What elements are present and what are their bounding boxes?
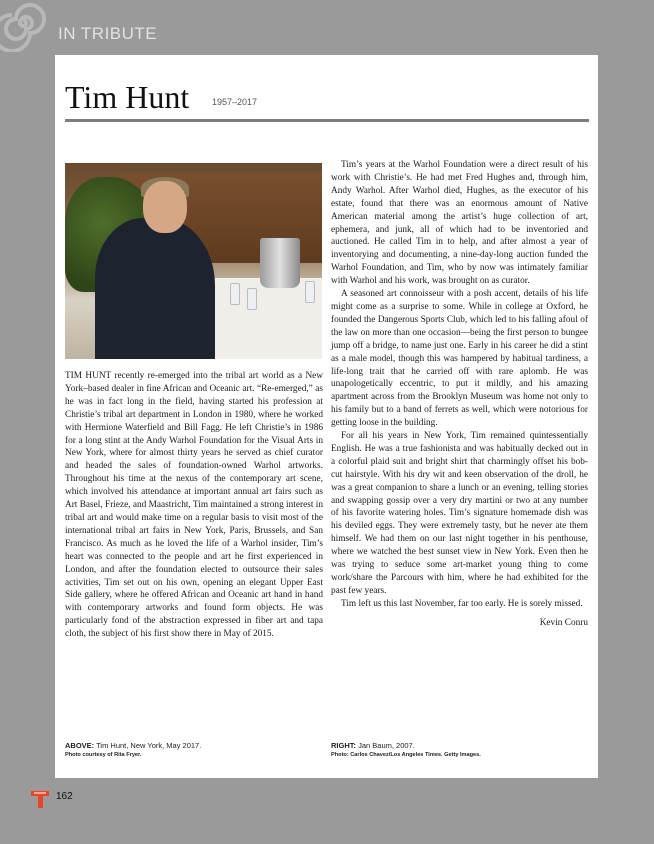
- caption-text: Jan Baum, 2007.: [358, 741, 415, 750]
- section-label: IN TRIBUTE: [58, 24, 158, 43]
- caption-left: [65, 741, 315, 760]
- page-title: Tim Hunt: [65, 79, 190, 115]
- title-rule: [65, 119, 589, 122]
- photo-credit: Photo: Carlos Chavez/Los Angeles Times. Getty Images.: [331, 752, 481, 758]
- caption-label: RIGHT:: [331, 741, 356, 750]
- paragraph: Tim’s years at the Warhol Foundation were a direct result of his work with Christie’s. He had met Fred Hughes and, through him, Andy Warhol. After Warhol died, Hughes, as the executor of his estate, found that there was an enormous amount of Native American material among the artist’s huge collection of art, ephemera, and junk, all of which had to be inventoried and auctioned. He called Tim in to help, and after almost a year of inventorying and documenting, a nine-day-long auction funded the Warhol Foundation, and Tim, who by now was intimately familiar with Warhol and his work, was brought on as curator.: [331, 160, 588, 287]
- t-logo-icon: [30, 789, 50, 809]
- caption-label: ABOVE:: [65, 741, 95, 750]
- photo-credit: Photo courtesy of Rita Fryer.: [65, 752, 142, 758]
- author-signature: Kevin Conru: [539, 617, 588, 628]
- paragraph: For all his years in New York, Tim remained quintessentially English. He was a true fashionista and was habitually decked out in a colorful plaid suit and bright shirt that charmingly offset his bob-cut hairstyle. With his dry wit and keen observation of the droll, he was a great companion to share a lunch or an evening, telling stories and swapping gossip over a very dry martini or two at any number of his favorite watering holes. Tim’s signature homemade dish was his deviled eggs. They were extremely tasty, but he never ate them himself. We had them on our last night together in his penthouse, where we watched the best sunset view in New York. Even then he was trying to seduce some art-market young thing to come work/share the Parcours with him, where he had exhibited for the past few years.: [331, 431, 588, 596]
- paragraph: Tim left us this last November, far too early. He is sorely missed.: [341, 598, 583, 609]
- spiral-logo-icon: [0, 0, 52, 52]
- left-column-text: [65, 370, 323, 641]
- caption-right: [331, 741, 581, 760]
- page-number: 162: [56, 791, 73, 802]
- article-page: [55, 55, 598, 778]
- life-dates: 1957–2017: [212, 97, 258, 107]
- right-column-text: [331, 159, 588, 630]
- paragraph: TIM HUNT recently re-emerged into the tribal art world as a New York–based dealer in fine African and Oceanic art. “Re-emerged,” as he was in fact long in the field, having started his profession at Christie’s tribal art department in London in 1980, where he worked with Hermione Waterfield and Bill Fagg. He left Christie’s in 1986 for a long stint at the Andy Warhol Foundation for the Visual Arts in New York, where for almost thirty years he served as chief curator and headed the sales of foundation-owned Warhol artworks. Throughout his time at the nexus of the contemporary art scene, which involved his attendance at important annual art fairs such as Art Basel, Frieze, and Maastricht, Tim maintained a strong interest in tribal art and would make time on a regular basis to visit most of the international tribal art fairs in New York, Paris, Brussels, and San Francisco. As much as he loved the life of a Warhol insider, Tim’s heart was connected to the people and art he first experienced in London, and after the foundation elected to outsource their sales activities, Tim set out on his own, opening an elegant Upper East Side gallery, where he offered African and Oceanic art hand in hand with contemporary artworks and found form objects. He was particularly fond of the abstraction expressed in fiber art and tapa cloth, the subject of his first show there in May of 2015.: [65, 371, 323, 640]
- caption-text: Tim Hunt, New York, May 2017.: [96, 741, 202, 750]
- portrait-photo: [65, 163, 322, 359]
- paragraph: A seasoned art connoisseur with a posh accent, details of his life might come as a surprise to some. While in college at Oxford, he founded the Dangerous Sports Club, which led to his falling afoul of the law on more than one occasion—being the first person to bungee jump off a bridge, to name just one. Early in his career he did a stint as a male model, though this was hampered by habitual tardiness, a life-long trait that he carried off with rare aplomb. He was unapologetically eccentric, to put it mildly, and his amazing apartment across from the Brooklyn Museum was home not only to his family but to a band of ferrets as well, which were notorious for getting loose in the building.: [331, 289, 588, 429]
